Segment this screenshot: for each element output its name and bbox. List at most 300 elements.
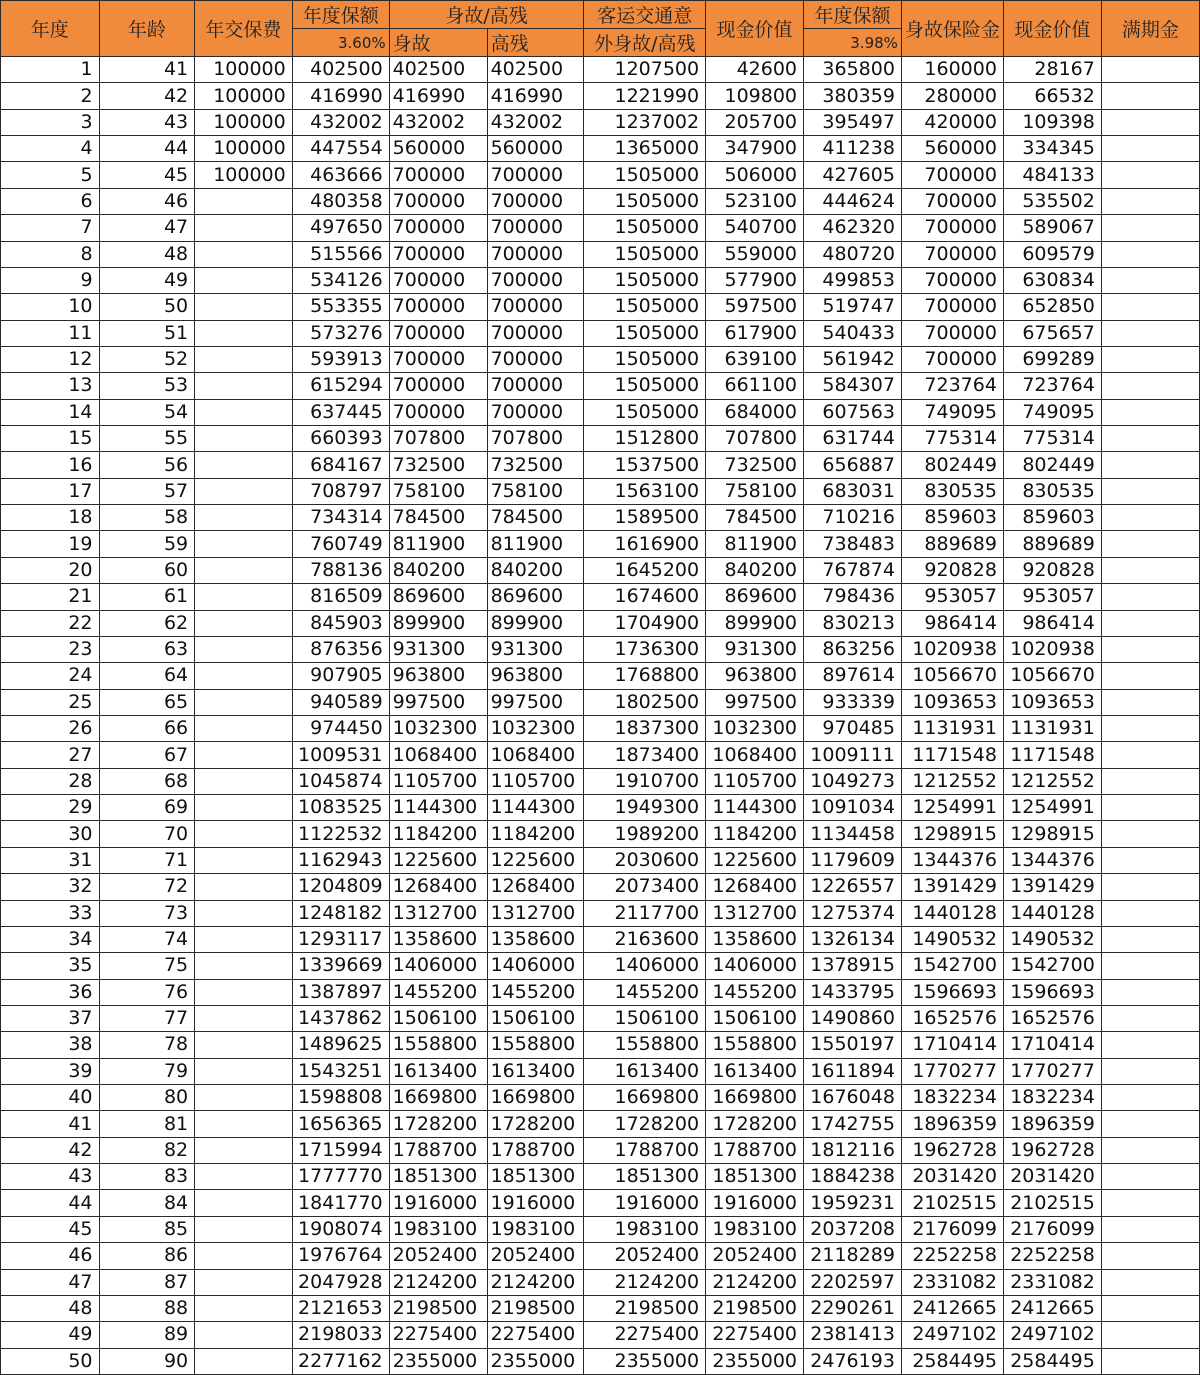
cell-death-benefit[interactable]: 1093653 (901, 689, 1003, 715)
cell-disability[interactable]: 732500 (487, 452, 584, 478)
cell-death[interactable]: 784500 (389, 505, 487, 531)
cell-disability[interactable]: 963800 (487, 663, 584, 689)
cell-cash-value-a[interactable]: 931300 (706, 636, 804, 662)
cell-death-benefit[interactable]: 802449 (901, 452, 1003, 478)
cell-death[interactable]: 700000 (389, 241, 487, 267)
header-annual-sum-a[interactable]: 年度保额 (292, 1, 389, 29)
cell-cash-value-a[interactable]: 869600 (706, 584, 804, 610)
cell-maturity[interactable] (1101, 1190, 1199, 1216)
cell-age[interactable]: 72 (99, 874, 195, 900)
cell-annual-sum-b[interactable]: 1049273 (804, 768, 902, 794)
cell-annual-premium[interactable] (195, 1295, 293, 1321)
cell-annual-sum-a[interactable]: 1598808 (292, 1085, 389, 1111)
cell-age[interactable]: 71 (99, 847, 195, 873)
cell-annual-sum-b[interactable]: 1009111 (804, 742, 902, 768)
cell-death[interactable]: 2355000 (389, 1348, 487, 1374)
cell-annual-premium[interactable] (195, 452, 293, 478)
cell-death-benefit[interactable]: 1344376 (901, 847, 1003, 873)
cell-transport[interactable]: 1589500 (584, 505, 706, 531)
cell-transport[interactable]: 1910700 (584, 768, 706, 794)
cell-cash-value-a[interactable]: 559000 (706, 241, 804, 267)
cell-annual-sum-a[interactable]: 1489625 (292, 1032, 389, 1058)
cell-annual-sum-a[interactable]: 1045874 (292, 768, 389, 794)
cell-age[interactable]: 70 (99, 821, 195, 847)
cell-age[interactable]: 64 (99, 663, 195, 689)
cell-annual-premium[interactable] (195, 847, 293, 873)
cell-death[interactable]: 732500 (389, 452, 487, 478)
cell-disability[interactable]: 2198500 (487, 1295, 584, 1321)
cell-cash-value-a[interactable]: 506000 (706, 162, 804, 188)
cell-annual-premium[interactable]: 100000 (195, 83, 293, 109)
cell-death-benefit[interactable]: 1652576 (901, 1005, 1003, 1031)
cell-death[interactable]: 1558800 (389, 1032, 487, 1058)
cell-annual-sum-b[interactable]: 540433 (804, 320, 902, 346)
cell-cash-value-b[interactable]: 66532 (1003, 83, 1101, 109)
cell-death-benefit[interactable]: 1896359 (901, 1111, 1003, 1137)
cell-cash-value-b[interactable]: 1710414 (1003, 1032, 1101, 1058)
cell-annual-sum-b[interactable]: 444624 (804, 188, 902, 214)
cell-age[interactable]: 57 (99, 478, 195, 504)
cell-death[interactable]: 811900 (389, 531, 487, 557)
cell-annual-sum-a[interactable]: 845903 (292, 610, 389, 636)
cell-maturity[interactable] (1101, 1137, 1199, 1163)
cell-annual-sum-b[interactable]: 2476193 (804, 1348, 902, 1374)
cell-disability[interactable]: 1851300 (487, 1164, 584, 1190)
cell-annual-premium[interactable]: 100000 (195, 162, 293, 188)
cell-disability[interactable]: 899900 (487, 610, 584, 636)
cell-death-benefit[interactable]: 1391429 (901, 874, 1003, 900)
cell-year[interactable]: 41 (1, 1111, 100, 1137)
cell-annual-premium[interactable] (195, 531, 293, 557)
cell-death-benefit[interactable]: 700000 (901, 346, 1003, 372)
cell-year[interactable]: 43 (1, 1164, 100, 1190)
cell-maturity[interactable] (1101, 109, 1199, 135)
cell-annual-premium[interactable] (195, 1032, 293, 1058)
cell-age[interactable]: 76 (99, 979, 195, 1005)
cell-year[interactable]: 28 (1, 768, 100, 794)
cell-disability[interactable]: 416990 (487, 83, 584, 109)
cell-annual-sum-b[interactable]: 830213 (804, 610, 902, 636)
cell-annual-sum-a[interactable]: 2277162 (292, 1348, 389, 1374)
cell-annual-sum-b[interactable]: 1091034 (804, 795, 902, 821)
cell-disability[interactable]: 1312700 (487, 900, 584, 926)
header-annual-sum-b[interactable]: 年度保额 (804, 1, 902, 29)
cell-year[interactable]: 48 (1, 1295, 100, 1321)
cell-disability[interactable]: 2355000 (487, 1348, 584, 1374)
cell-annual-sum-a[interactable]: 1841770 (292, 1190, 389, 1216)
cell-maturity[interactable] (1101, 926, 1199, 952)
cell-cash-value-a[interactable]: 1225600 (706, 847, 804, 873)
cell-age[interactable]: 60 (99, 557, 195, 583)
cell-annual-sum-b[interactable]: 1676048 (804, 1085, 902, 1111)
cell-age[interactable]: 90 (99, 1348, 195, 1374)
cell-age[interactable]: 83 (99, 1164, 195, 1190)
header-death-disability[interactable]: 身故/高残 (389, 1, 584, 29)
cell-transport[interactable]: 1365000 (584, 136, 706, 162)
cell-annual-sum-a[interactable]: 1083525 (292, 795, 389, 821)
cell-cash-value-b[interactable]: 699289 (1003, 346, 1101, 372)
cell-transport[interactable]: 1505000 (584, 346, 706, 372)
cell-disability[interactable]: 700000 (487, 162, 584, 188)
cell-annual-premium[interactable] (195, 505, 293, 531)
cell-annual-premium[interactable]: 100000 (195, 109, 293, 135)
cell-annual-sum-a[interactable]: 760749 (292, 531, 389, 557)
cell-cash-value-a[interactable]: 1506100 (706, 1005, 804, 1031)
cell-death[interactable]: 402500 (389, 57, 487, 83)
cell-age[interactable]: 88 (99, 1295, 195, 1321)
cell-death-benefit[interactable]: 700000 (901, 294, 1003, 320)
cell-cash-value-b[interactable]: 2176099 (1003, 1216, 1101, 1242)
cell-cash-value-a[interactable]: 1983100 (706, 1216, 804, 1242)
cell-annual-sum-a[interactable]: 2047928 (292, 1269, 389, 1295)
cell-maturity[interactable] (1101, 900, 1199, 926)
cell-cash-value-a[interactable]: 617900 (706, 320, 804, 346)
cell-year[interactable]: 31 (1, 847, 100, 873)
cell-maturity[interactable] (1101, 689, 1199, 715)
cell-death-benefit[interactable]: 1542700 (901, 953, 1003, 979)
cell-year[interactable]: 39 (1, 1058, 100, 1084)
cell-cash-value-b[interactable]: 1131931 (1003, 715, 1101, 741)
cell-disability[interactable]: 707800 (487, 426, 584, 452)
cell-disability[interactable]: 997500 (487, 689, 584, 715)
cell-cash-value-b[interactable]: 1254991 (1003, 795, 1101, 821)
cell-age[interactable]: 45 (99, 162, 195, 188)
cell-annual-premium[interactable] (195, 953, 293, 979)
cell-maturity[interactable] (1101, 1269, 1199, 1295)
cell-death-benefit[interactable]: 1298915 (901, 821, 1003, 847)
cell-disability[interactable]: 2124200 (487, 1269, 584, 1295)
cell-death[interactable]: 1068400 (389, 742, 487, 768)
cell-death[interactable]: 1032300 (389, 715, 487, 741)
cell-cash-value-a[interactable]: 1358600 (706, 926, 804, 952)
cell-cash-value-a[interactable]: 1851300 (706, 1164, 804, 1190)
cell-year[interactable]: 33 (1, 900, 100, 926)
cell-year[interactable]: 42 (1, 1137, 100, 1163)
cell-year[interactable]: 37 (1, 1005, 100, 1031)
cell-annual-premium[interactable] (195, 346, 293, 372)
cell-annual-sum-b[interactable]: 561942 (804, 346, 902, 372)
cell-death-benefit[interactable]: 2252258 (901, 1243, 1003, 1269)
cell-death[interactable]: 1406000 (389, 953, 487, 979)
cell-death[interactable]: 700000 (389, 267, 487, 293)
cell-cash-value-b[interactable]: 775314 (1003, 426, 1101, 452)
cell-age[interactable]: 84 (99, 1190, 195, 1216)
cell-death[interactable]: 700000 (389, 399, 487, 425)
cell-year[interactable]: 49 (1, 1322, 100, 1348)
cell-death[interactable]: 700000 (389, 188, 487, 214)
cell-annual-premium[interactable] (195, 320, 293, 346)
cell-cash-value-a[interactable]: 1184200 (706, 821, 804, 847)
cell-transport[interactable]: 1802500 (584, 689, 706, 715)
cell-transport[interactable]: 1851300 (584, 1164, 706, 1190)
cell-cash-value-b[interactable]: 723764 (1003, 373, 1101, 399)
cell-death-benefit[interactable]: 830535 (901, 478, 1003, 504)
cell-annual-premium[interactable] (195, 1111, 293, 1137)
cell-cash-value-b[interactable]: 749095 (1003, 399, 1101, 425)
cell-death-benefit[interactable]: 1056670 (901, 663, 1003, 689)
cell-year[interactable]: 50 (1, 1348, 100, 1374)
header-maturity[interactable]: 满期金 (1101, 1, 1199, 57)
cell-cash-value-a[interactable]: 540700 (706, 215, 804, 241)
cell-annual-premium[interactable] (195, 267, 293, 293)
cell-year[interactable]: 30 (1, 821, 100, 847)
cell-death[interactable]: 560000 (389, 136, 487, 162)
cell-cash-value-b[interactable]: 1596693 (1003, 979, 1101, 1005)
cell-annual-sum-a[interactable]: 534126 (292, 267, 389, 293)
cell-disability[interactable]: 931300 (487, 636, 584, 662)
cell-death-benefit[interactable]: 1171548 (901, 742, 1003, 768)
header-transport-line1[interactable]: 客运交通意 (584, 1, 706, 29)
header-cash-value-b[interactable]: 现金价值 (1003, 1, 1101, 57)
cell-annual-sum-a[interactable]: 1293117 (292, 926, 389, 952)
cell-maturity[interactable] (1101, 83, 1199, 109)
cell-cash-value-a[interactable]: 732500 (706, 452, 804, 478)
cell-cash-value-b[interactable]: 889689 (1003, 531, 1101, 557)
cell-disability[interactable]: 1916000 (487, 1190, 584, 1216)
cell-age[interactable]: 54 (99, 399, 195, 425)
cell-death-benefit[interactable]: 420000 (901, 109, 1003, 135)
cell-annual-sum-a[interactable]: 416990 (292, 83, 389, 109)
cell-annual-sum-b[interactable]: 462320 (804, 215, 902, 241)
cell-year[interactable]: 47 (1, 1269, 100, 1295)
cell-year[interactable]: 32 (1, 874, 100, 900)
cell-age[interactable]: 86 (99, 1243, 195, 1269)
cell-death[interactable]: 1728200 (389, 1111, 487, 1137)
cell-year[interactable]: 11 (1, 320, 100, 346)
cell-transport[interactable]: 1736300 (584, 636, 706, 662)
cell-transport[interactable]: 2163600 (584, 926, 706, 952)
cell-cash-value-a[interactable]: 2198500 (706, 1295, 804, 1321)
cell-annual-sum-b[interactable]: 933339 (804, 689, 902, 715)
cell-age[interactable]: 52 (99, 346, 195, 372)
cell-maturity[interactable] (1101, 531, 1199, 557)
cell-disability[interactable]: 1455200 (487, 979, 584, 1005)
cell-year[interactable]: 7 (1, 215, 100, 241)
cell-disability[interactable]: 700000 (487, 294, 584, 320)
cell-year[interactable]: 14 (1, 399, 100, 425)
cell-annual-premium[interactable] (195, 1137, 293, 1163)
cell-disability[interactable]: 1983100 (487, 1216, 584, 1242)
cell-annual-sum-a[interactable]: 788136 (292, 557, 389, 583)
cell-maturity[interactable] (1101, 557, 1199, 583)
cell-disability[interactable]: 700000 (487, 373, 584, 399)
cell-cash-value-b[interactable]: 1020938 (1003, 636, 1101, 662)
cell-death-benefit[interactable]: 1596693 (901, 979, 1003, 1005)
cell-maturity[interactable] (1101, 215, 1199, 241)
cell-maturity[interactable] (1101, 188, 1199, 214)
cell-death[interactable]: 997500 (389, 689, 487, 715)
cell-cash-value-a[interactable]: 2275400 (706, 1322, 804, 1348)
cell-annual-sum-b[interactable]: 897614 (804, 663, 902, 689)
cell-disability[interactable]: 1144300 (487, 795, 584, 821)
cell-cash-value-b[interactable]: 675657 (1003, 320, 1101, 346)
cell-transport[interactable]: 1237002 (584, 109, 706, 135)
cell-annual-sum-b[interactable]: 863256 (804, 636, 902, 662)
cell-annual-sum-a[interactable]: 1908074 (292, 1216, 389, 1242)
cell-death-benefit[interactable]: 775314 (901, 426, 1003, 452)
cell-death-benefit[interactable]: 749095 (901, 399, 1003, 425)
cell-cash-value-a[interactable]: 2124200 (706, 1269, 804, 1295)
cell-disability[interactable]: 560000 (487, 136, 584, 162)
cell-cash-value-b[interactable]: 652850 (1003, 294, 1101, 320)
cell-maturity[interactable] (1101, 636, 1199, 662)
cell-annual-sum-b[interactable]: 1884238 (804, 1164, 902, 1190)
cell-death[interactable]: 700000 (389, 162, 487, 188)
cell-year[interactable]: 8 (1, 241, 100, 267)
cell-disability[interactable]: 1225600 (487, 847, 584, 873)
cell-maturity[interactable] (1101, 953, 1199, 979)
cell-cash-value-a[interactable]: 1728200 (706, 1111, 804, 1137)
cell-transport[interactable]: 1728200 (584, 1111, 706, 1137)
cell-transport[interactable]: 1505000 (584, 215, 706, 241)
cell-cash-value-b[interactable]: 1440128 (1003, 900, 1101, 926)
cell-transport[interactable]: 1613400 (584, 1058, 706, 1084)
cell-death[interactable]: 707800 (389, 426, 487, 452)
cell-cash-value-a[interactable]: 963800 (706, 663, 804, 689)
cell-transport[interactable]: 1505000 (584, 188, 706, 214)
header-age[interactable]: 年龄 (99, 1, 195, 57)
cell-transport[interactable]: 1983100 (584, 1216, 706, 1242)
cell-annual-sum-b[interactable]: 2118289 (804, 1243, 902, 1269)
cell-death[interactable]: 1506100 (389, 1005, 487, 1031)
cell-disability[interactable]: 1406000 (487, 953, 584, 979)
cell-maturity[interactable] (1101, 1005, 1199, 1031)
cell-annual-sum-b[interactable]: 738483 (804, 531, 902, 557)
cell-transport[interactable]: 1989200 (584, 821, 706, 847)
cell-maturity[interactable] (1101, 1085, 1199, 1111)
cell-cash-value-b[interactable]: 986414 (1003, 610, 1101, 636)
cell-year[interactable]: 15 (1, 426, 100, 452)
cell-disability[interactable]: 432002 (487, 109, 584, 135)
cell-annual-sum-a[interactable]: 974450 (292, 715, 389, 741)
cell-death[interactable]: 758100 (389, 478, 487, 504)
cell-transport[interactable]: 1207500 (584, 57, 706, 83)
cell-year[interactable]: 19 (1, 531, 100, 557)
cell-cash-value-b[interactable]: 609579 (1003, 241, 1101, 267)
cell-annual-premium[interactable] (195, 715, 293, 741)
cell-transport[interactable]: 1563100 (584, 478, 706, 504)
cell-annual-sum-a[interactable]: 907905 (292, 663, 389, 689)
cell-age[interactable]: 74 (99, 926, 195, 952)
cell-transport[interactable]: 1455200 (584, 979, 706, 1005)
cell-cash-value-a[interactable]: 707800 (706, 426, 804, 452)
cell-annual-sum-b[interactable]: 710216 (804, 505, 902, 531)
cell-maturity[interactable] (1101, 1348, 1199, 1374)
cell-cash-value-a[interactable]: 1312700 (706, 900, 804, 926)
cell-cash-value-a[interactable]: 684000 (706, 399, 804, 425)
cell-annual-premium[interactable] (195, 1269, 293, 1295)
cell-death-benefit[interactable]: 700000 (901, 162, 1003, 188)
cell-annual-sum-b[interactable]: 2290261 (804, 1295, 902, 1321)
cell-disability[interactable]: 700000 (487, 215, 584, 241)
cell-annual-sum-a[interactable]: 734314 (292, 505, 389, 531)
cell-maturity[interactable] (1101, 1322, 1199, 1348)
cell-transport[interactable]: 2117700 (584, 900, 706, 926)
cell-disability[interactable]: 784500 (487, 505, 584, 531)
header-transport-line2[interactable]: 外身故/高残 (584, 29, 706, 57)
cell-annual-sum-a[interactable]: 1777770 (292, 1164, 389, 1190)
cell-disability[interactable]: 700000 (487, 399, 584, 425)
cell-age[interactable]: 42 (99, 83, 195, 109)
cell-disability[interactable]: 700000 (487, 267, 584, 293)
cell-death[interactable]: 2124200 (389, 1269, 487, 1295)
cell-annual-sum-a[interactable]: 940589 (292, 689, 389, 715)
cell-death[interactable]: 432002 (389, 109, 487, 135)
cell-maturity[interactable] (1101, 57, 1199, 83)
cell-maturity[interactable] (1101, 136, 1199, 162)
cell-year[interactable]: 38 (1, 1032, 100, 1058)
cell-cash-value-b[interactable]: 830535 (1003, 478, 1101, 504)
cell-death-benefit[interactable]: 160000 (901, 57, 1003, 83)
cell-cash-value-b[interactable]: 1896359 (1003, 1111, 1101, 1137)
cell-death-benefit[interactable]: 1770277 (901, 1058, 1003, 1084)
cell-disability[interactable]: 1032300 (487, 715, 584, 741)
cell-maturity[interactable] (1101, 241, 1199, 267)
cell-annual-sum-a[interactable]: 1715994 (292, 1137, 389, 1163)
cell-cash-value-a[interactable]: 1916000 (706, 1190, 804, 1216)
cell-annual-sum-b[interactable]: 683031 (804, 478, 902, 504)
cell-cash-value-a[interactable]: 1613400 (706, 1058, 804, 1084)
cell-cash-value-a[interactable]: 597500 (706, 294, 804, 320)
cell-age[interactable]: 49 (99, 267, 195, 293)
cell-cash-value-b[interactable]: 2331082 (1003, 1269, 1101, 1295)
cell-transport[interactable]: 1788700 (584, 1137, 706, 1163)
cell-death-benefit[interactable]: 700000 (901, 215, 1003, 241)
cell-annual-sum-b[interactable]: 380359 (804, 83, 902, 109)
cell-transport[interactable]: 1949300 (584, 795, 706, 821)
cell-death-benefit[interactable]: 2497102 (901, 1322, 1003, 1348)
cell-transport[interactable]: 1505000 (584, 267, 706, 293)
cell-year[interactable]: 17 (1, 478, 100, 504)
cell-maturity[interactable] (1101, 426, 1199, 452)
cell-annual-sum-a[interactable]: 660393 (292, 426, 389, 452)
cell-age[interactable]: 53 (99, 373, 195, 399)
cell-annual-sum-b[interactable]: 656887 (804, 452, 902, 478)
cell-death[interactable]: 899900 (389, 610, 487, 636)
cell-maturity[interactable] (1101, 478, 1199, 504)
cell-annual-premium[interactable] (195, 1085, 293, 1111)
cell-death[interactable]: 700000 (389, 215, 487, 241)
cell-year[interactable]: 27 (1, 742, 100, 768)
cell-annual-premium[interactable] (195, 768, 293, 794)
cell-cash-value-b[interactable]: 2031420 (1003, 1164, 1101, 1190)
cell-maturity[interactable] (1101, 979, 1199, 1005)
cell-annual-sum-a[interactable]: 553355 (292, 294, 389, 320)
cell-age[interactable]: 81 (99, 1111, 195, 1137)
cell-death-benefit[interactable]: 700000 (901, 267, 1003, 293)
cell-annual-premium[interactable] (195, 1348, 293, 1374)
cell-death[interactable]: 700000 (389, 294, 487, 320)
cell-annual-sum-b[interactable]: 1275374 (804, 900, 902, 926)
cell-annual-premium[interactable] (195, 1190, 293, 1216)
cell-cash-value-a[interactable]: 1105700 (706, 768, 804, 794)
cell-death-benefit[interactable]: 2412665 (901, 1295, 1003, 1321)
cell-maturity[interactable] (1101, 505, 1199, 531)
cell-cash-value-b[interactable]: 28167 (1003, 57, 1101, 83)
cell-cash-value-b[interactable]: 1171548 (1003, 742, 1101, 768)
cell-transport[interactable]: 1506100 (584, 1005, 706, 1031)
cell-annual-sum-b[interactable]: 767874 (804, 557, 902, 583)
cell-age[interactable]: 58 (99, 505, 195, 531)
cell-disability[interactable]: 700000 (487, 346, 584, 372)
cell-annual-sum-a[interactable]: 1976764 (292, 1243, 389, 1269)
cell-disability[interactable]: 700000 (487, 188, 584, 214)
cell-cash-value-b[interactable]: 484133 (1003, 162, 1101, 188)
cell-annual-premium[interactable] (195, 795, 293, 821)
cell-death[interactable]: 416990 (389, 83, 487, 109)
cell-annual-sum-b[interactable]: 1179609 (804, 847, 902, 873)
cell-disability[interactable]: 840200 (487, 557, 584, 583)
